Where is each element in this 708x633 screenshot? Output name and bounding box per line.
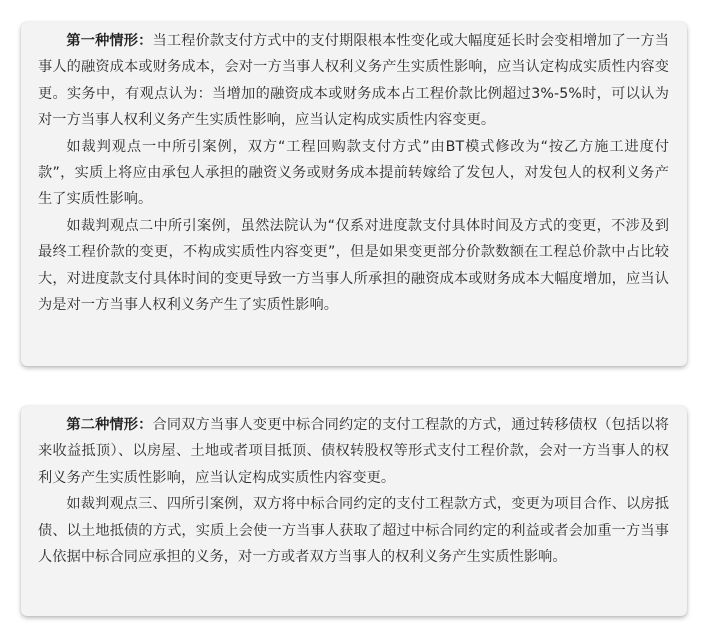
section-card-1 bbox=[21, 22, 687, 366]
section1-heading: 第一种情形： bbox=[66, 33, 153, 49]
section1-paragraph-1-text: 当工程价款支付方式中的支付期限根本性变化或大幅度延长时会变相增加了一方当事人的融资成本或财务成本，会对一方当事人权利义务产生实质性影响，应当认定构成实质性内容变更。实务中，有观点认为：当增加的融资成本或财务成本占工程价款比例超过3%-5%时，可以认为对一方当事人权利义务产生实质性影响，应当认定构成实质性内容变更。 bbox=[38, 33, 669, 129]
section1-paragraph-1 bbox=[38, 28, 669, 134]
section2-heading: 第二种情形： bbox=[66, 417, 153, 433]
section2-paragraph-1-text: 合同双方当事人变更中标合同约定的支付工程款的方式，通过转移债权（包括以将来收益抵顶）、以房屋、土地或者项目抵顶、债权转股权等形式支付工程价款，会对一方当事人的权利义务产生实质性影响，应当认定构成实质性内容变更。 bbox=[38, 417, 669, 486]
section-card-2 bbox=[21, 406, 687, 616]
section2-paragraph-2: 如裁判观点三、四所引案例，双方将中标合同约定的支付工程款方式，变更为项目合作、以房抵债、以土地抵债的方式，实质上会使一方当事人获取了超过中标合同约定的利益或者会加重一方当事人依据中标合同应承担的义务，对一方或者双方当事人的权利义务产生实质性影响。 bbox=[38, 496, 669, 566]
section1-paragraph-3: 如裁判观点二中所引案例，虽然法院认为“仅系对进度款支付具体时间及方式的变更，不涉及到最终工程价款的变更，不构成实质性内容变更”，但是如果变更部分价款数额在工程总价款中占比较大，对进度款支付具体时间的变更导致一方当事人所承担的融资成本或财务成本大幅度增加，应当认为是对一方当事人权利义务产生了实质性影响。 bbox=[38, 217, 669, 314]
section2-paragraph-1 bbox=[38, 412, 669, 491]
section1-paragraph-2: 如裁判观点一中所引案例，双方“工程回购款支付方式”由BT模式修改为“按乙方施工进度付款”，实质上将应由承包人承担的融资义务或财务成本提前转嫁给了发包人，对发包人的权利义务产生了实质性影响。 bbox=[38, 138, 669, 208]
